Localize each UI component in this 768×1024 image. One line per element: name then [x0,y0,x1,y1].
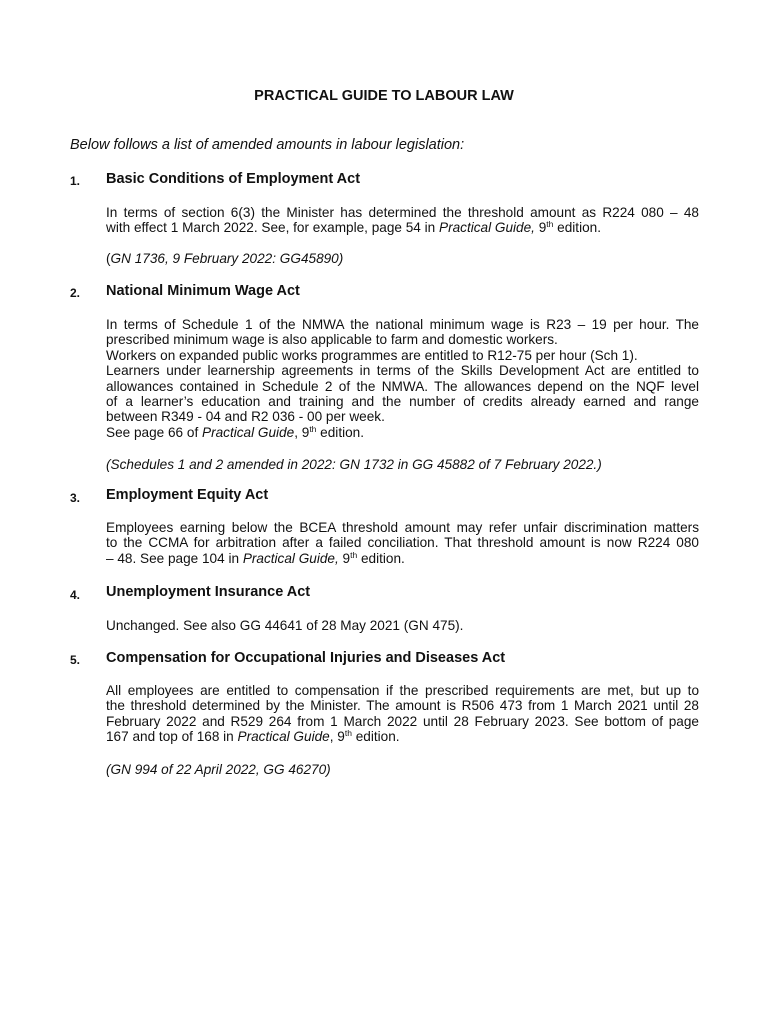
section-2-line-3: Workers on expanded public works programmes are entitled to R12-75 per hour (Sch 1). [106,347,638,363]
section-3-number: 3. [70,491,81,505]
section-2-line-7: between R349 - 04 and R2 036 - 00 per week. [106,409,385,425]
edition-number: 9 [338,550,351,566]
section-4-number: 4. [70,588,81,602]
section-5-line-3: February 2022 and R529 264 from 1 March 2022 until 28 February 2023. See bottom of page [106,713,699,729]
edition-word: edition. [316,424,365,440]
section-3-line-1: Employees earning below the BCEA threshold amount may refer unfair discrimination matters [106,520,699,535]
section-1-line-2 [106,220,699,235]
section-2-line-1: In terms of Schedule 1 of the NMWA the national minimum wage is R23 – 19 per hour. The [106,317,699,332]
section-1-gazette-note [106,251,343,266]
note-open-paren: ( [106,251,111,266]
practical-guide-ref: Practical Guide [202,424,295,440]
section-3-paragraph [106,520,699,566]
practical-guide-ref: Practical Guide, [439,220,535,236]
see-page-text: See page 66 of [106,424,202,440]
practical-guide-ref: Practical Guide [237,729,330,745]
section-5-line-2: the threshold determined by the Minister. The amount is R506 473 from 1 March 2021 until 28 [106,698,699,714]
section-3-line-3 [106,551,699,566]
edition-word: edition. [351,729,400,745]
edition-number: , 9 [329,729,345,745]
section-2-line-5: allowances contained in Schedule 2 of the NMWA. The allowances depend on the NQF level [106,378,699,394]
edition-number: 9 [538,220,547,236]
edition-word: edition. [553,220,602,236]
section-5-line-4-text: 167 and top of 168 in [106,729,238,745]
section-2-line-2: prescribed minimum wage is also applicable to farm and domestic workers. [106,332,558,348]
section-4-text: Unchanged. See also GG 44641 of 28 May 2021 (GN 475). [106,618,464,633]
section-3-line-3-text: – 48. See page 104 in [106,550,243,566]
document-title: PRACTICAL GUIDE TO LABOUR LAW [254,88,514,104]
section-2-heading: National Minimum Wage Act [106,283,300,299]
section-2-line-8 [106,425,699,440]
edition-suffix: th [350,549,358,560]
section-2-gazette-note: (Schedules 1 and 2 amended in 2022: GN 1732 in GG 45882 of 7 February 2022.) [106,457,602,472]
intro-text: Below follows a list of amended amounts in labour legislation: [70,137,465,153]
section-3-heading: Employment Equity Act [106,487,269,503]
section-1-paragraph [106,205,699,236]
edition-number: , 9 [294,424,310,440]
section-5-heading: Compensation for Occupational Injuries and Diseases Act [106,650,506,666]
edition-suffix: th [309,423,317,434]
section-2-line-6: of a learner’s education and training and the number of credits already earned and range [106,394,699,410]
section-1-heading: Basic Conditions of Employment Act [106,171,361,187]
section-3-line-2: to the CCMA for arbitration after a failed conciliation. That threshold amount is now R224 080 [106,535,699,551]
section-2-paragraph [106,317,699,440]
section-5-paragraph [106,683,699,745]
practical-guide-ref: Practical Guide, [242,550,339,566]
section-4-heading: Unemployment Insurance Act [106,584,311,600]
section-5-line-1: All employees are entitled to compensation if the prescribed requirements are met, but up to [106,683,699,698]
edition-word: edition. [357,550,405,566]
section-2-line-4: Learners under learnership agreements in terms of the Skills Development Act are entitled to [106,363,699,379]
section-1-number: 1. [70,174,81,188]
edition-suffix: th [344,728,352,739]
section-1-line-2-text: with effect 1 March 2022. See, for example, page 54 in [106,220,439,236]
edition-suffix: th [546,219,554,230]
section-5-number: 5. [70,653,81,667]
section-2-number: 2. [70,286,81,300]
section-1-line-1: In terms of section 6(3) the Minister has determined the threshold amount as R224 080 – 48 [106,205,699,220]
section-5-gazette-note: (GN 994 of 22 April 2022, GG 46270) [106,762,331,777]
section-5-line-4 [106,729,699,744]
note-text: GN 1736, 9 February 2022: GG45890) [110,251,344,266]
